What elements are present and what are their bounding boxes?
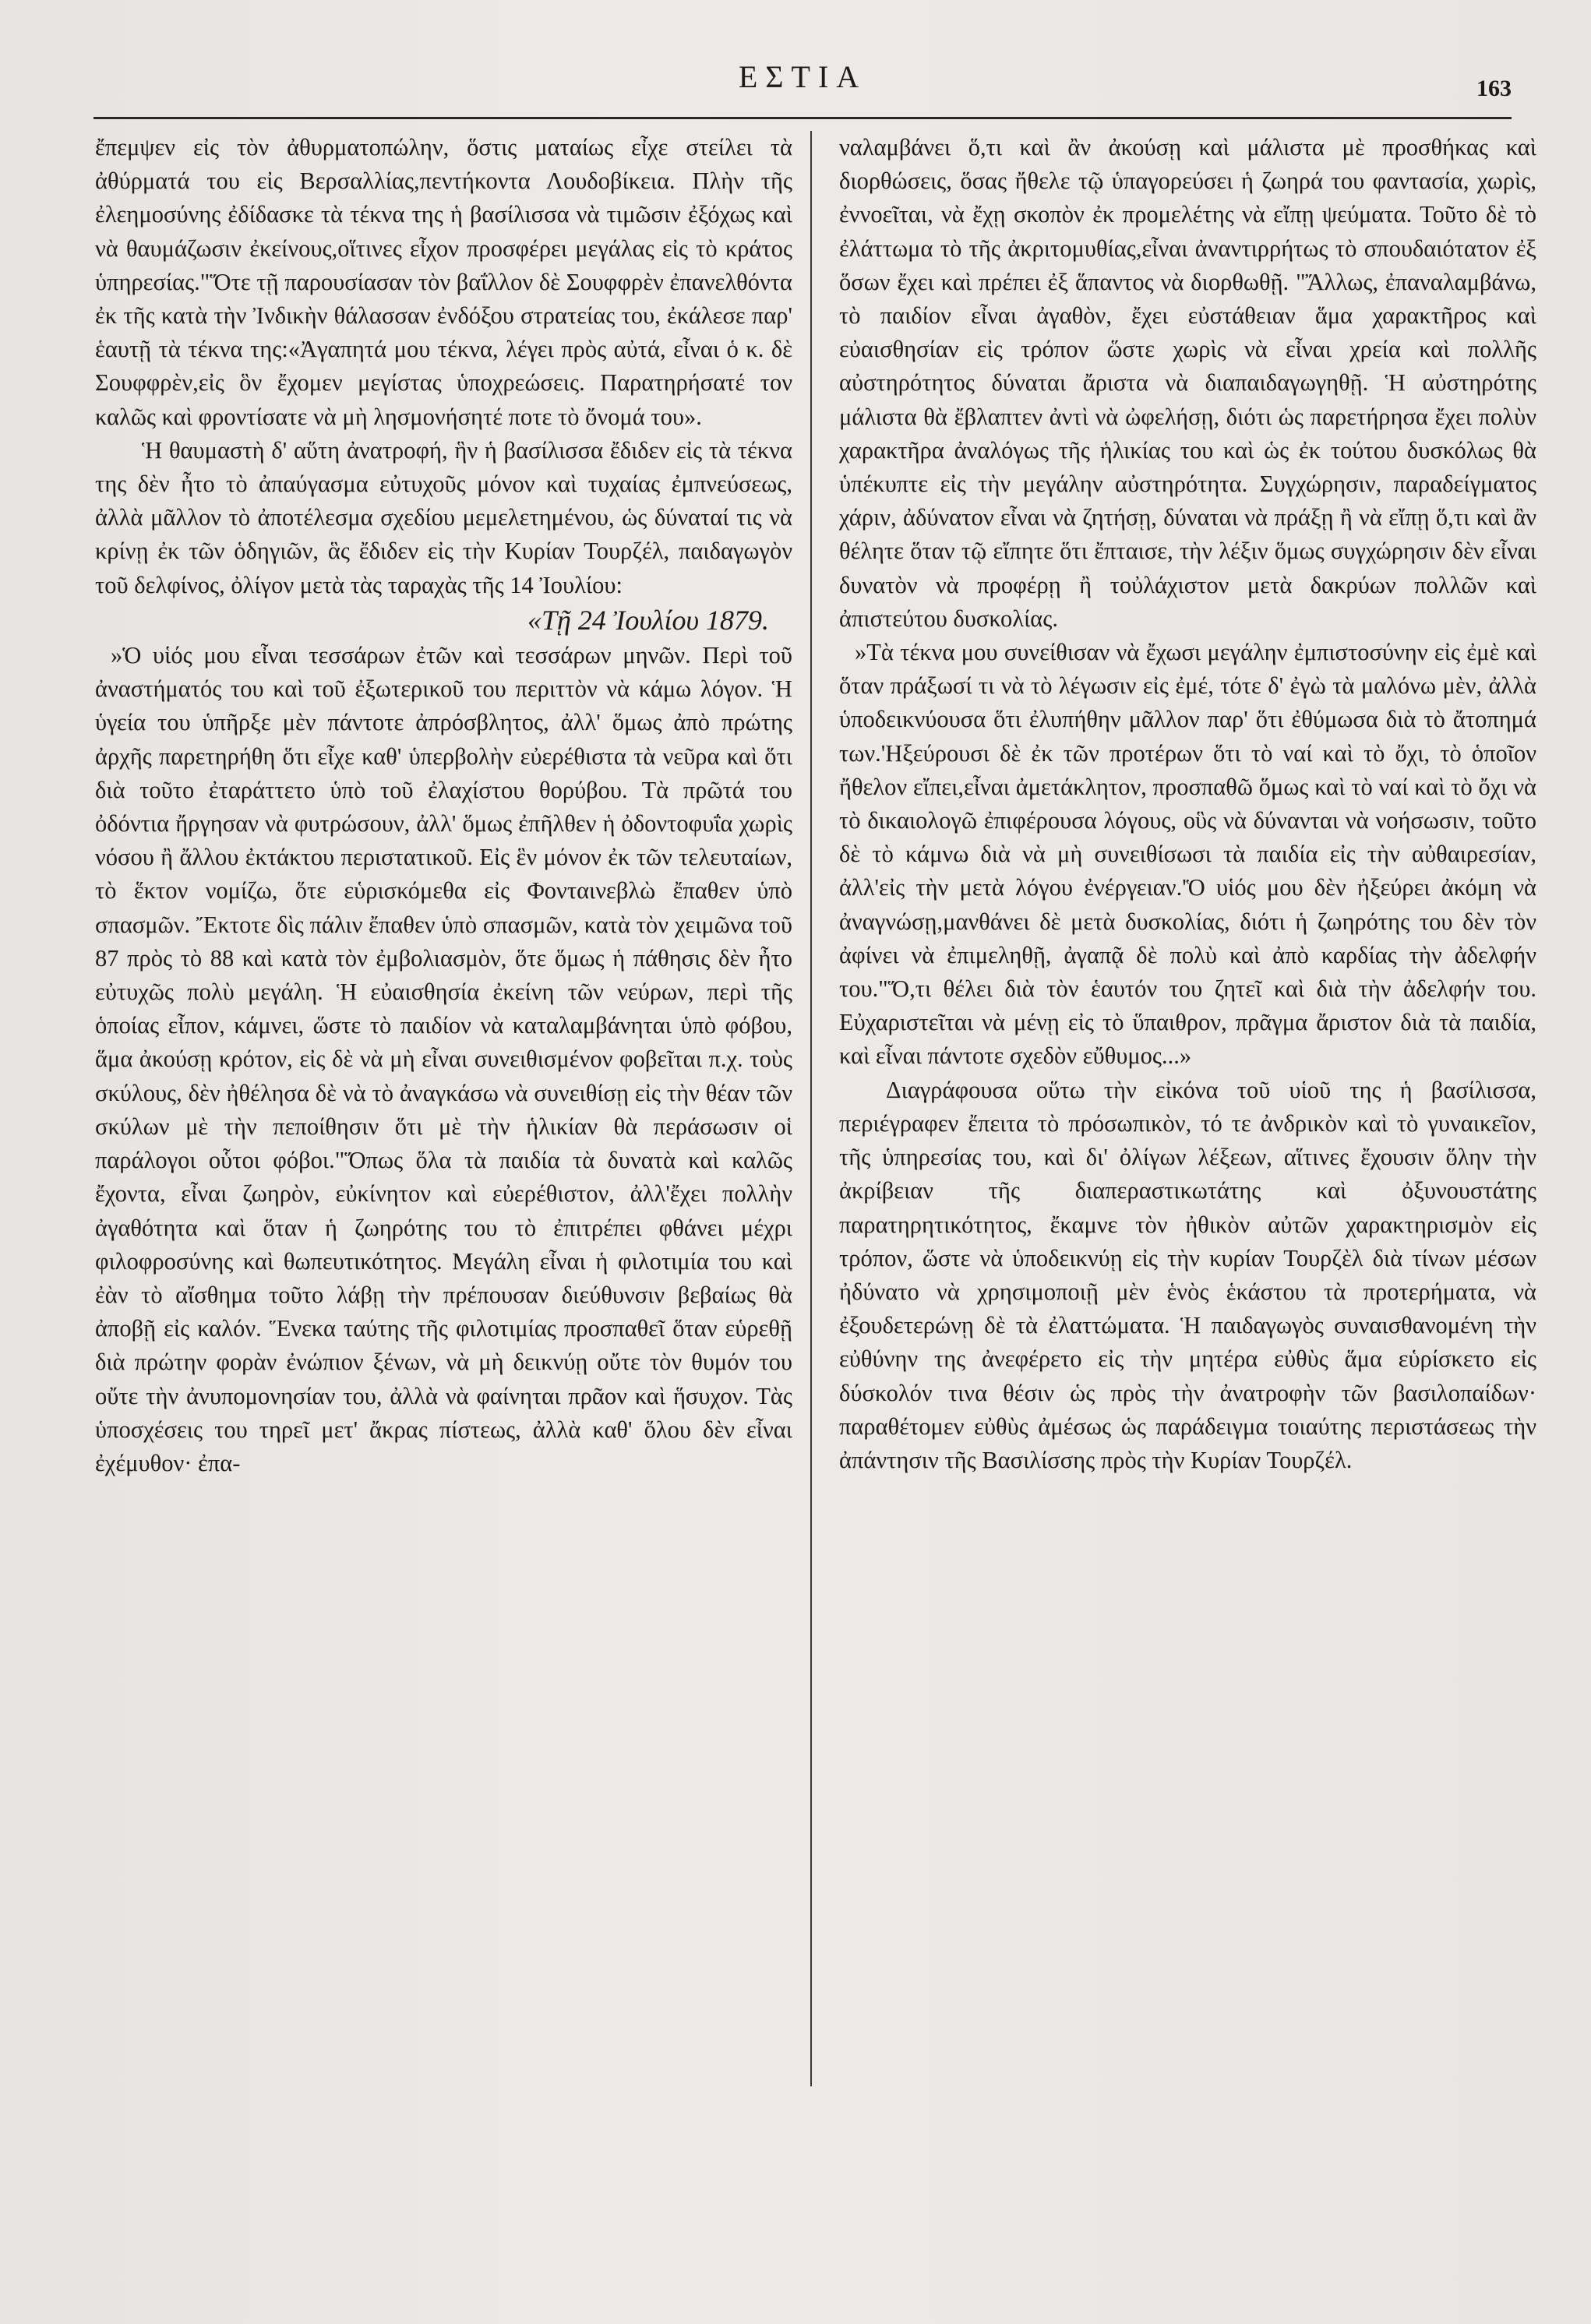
paragraph: Διαγράφουσα οὕτω τὴν εἰκόνα τοῦ υἱοῦ της ἡ βασίλισσα, περιέγραφεν ἔπειτα τὸ πρόσωπικὸν, τό τε ἀνδρικὸν καὶ τὸ γυναικεῖον, τῆς ὑπηρεσίας του, καὶ δι' ὀλίγων λέξεων, αἵτινες ἔχουσιν ὅλην τὴν ἀκρίβειαν τῆς διαπεραστικωτάτης καὶ ὀξυνουστάτης παρατηρητικότητος, ἔκαμνε τὸν ἠθικὸν αὐτῶν χαρακτηρισμὸν εἰς τρόπον, ὥστε νὰ ὑποδεικνύῃ εἰς τὴν κυρίαν Τουρζὲλ διὰ τίνων μέσων ἠδύνατο νὰ χρησιμοποιῇ μὲν ἑνὸς ἑκάστου τὰ προτερήματα, νὰ ἐξουδετερώνῃ δὲ τὰ ἐλαττώματα. Ἡ παιδαγωγὸς συναισθανομένη τὴν εὐθύνην της ἀνεφέρετο εἰς τὴν μητέρα εὐθὺς ἅμα εὑρίσκετο εἰς δύσκολόν τινα θέσιν ὡς πρὸς τὴν ἀνατροφὴν τῶν βασιλοπαίδων· παραθέτομεν εὐθὺς ἀμέσως ὡς παράδειγμα τοιαύτης περιστάσεως τὴν ἀπάντησιν τῆς Βασιλίσσης πρὸς τὴν Κυρίαν Τουρζέλ. [839, 1076, 1536, 1473]
header-rule [93, 117, 1512, 119]
running-title: ΕΣΤΙΑ [738, 59, 867, 94]
paragraph: Ἡ θαυμαστὴ δ' αὕτη ἀνατροφή, ἣν ἡ βασίλισσα ἔδιδεν εἰς τὰ τέκνα της δὲν ἦτο τὸ ἀπαύγασμα εὐτυχοῦς μόνον καὶ τυχαίας ἐμπνεύσεως, ἀλλὰ μᾶλλον τὸ ἀποτέλεσμα σχεδίου μεμελετημένου, ὡς δύναταί τις νὰ κρίνῃ ἐκ τῶν ὁδηγιῶν, ἃς ἔδιδεν εἰς τὴν Κυρίαν Τουρζέλ, παιδαγωγὸν τοῦ δελφίνος, ὀλίγον μετὰ τὰς ταραχὰς τῆς 14 Ἰουλίου: [95, 436, 792, 598]
letter-date: «Τῇ 24 Ἰουλίου 1879. [527, 604, 769, 636]
paragraph: ἔπεμψεν εἰς τὸν ἀθυρματοπώλην, ὅστις ματαίως εἶχε στείλει τὰ ἀθύρματά του εἰς Βερσαλλίας,πεντήκοντα Λουδοβίκεια. Πλὴν τῆς ἐλεημοσύνης ἐδίδασκε τὰ τέκνα της ἡ βασίλισσα νὰ τιμῶσιν ἐξόχως καὶ νὰ θαυμάζωσιν ἐκείνους,οἵτινες εἶχον προσφέρει μεγάλας εἰς τὸ κράτος ὑπηρεσίας."Ὅτε τῇ παρουσίασαν τὸν βαΐλλον δὲ Σουφφρὲν ἐπανελθόντα ἐκ τῆς κατὰ τὴν Ἰνδικὴν θάλασσαν ἐνδόξου στρατείας του, ἐκάλεσε παρ' ἑαυτῇ τὰ τέκνα της:«Ἀγαπητά μου τέκνα, λέγει πρὸς αὐτά, εἶναι ὁ κ. δὲ Σουφφρὲν,εἰς ὃν ἔχομεν μεγίστας ὑποχρεώσεις. Παρατηρήσατέ τον καλῶς καὶ φροντίσατε νὰ μὴ λησμονήσητέ ποτε τὸ ὄνομά του». [95, 134, 792, 430]
paragraph: ναλαμβάνει ὅ,τι καὶ ἂν ἀκούσῃ καὶ μάλιστα μὲ προσθήκας καὶ διορθώσεις, ὅσας ἤθελε τῷ ὑπαγορεύσει ἡ ζωηρά του φαντασία, χωρὶς, ἐννοεῖται, νὰ ἔχῃ σκοπὸν ἐκ προμελέτης νὰ εἴπῃ ψεύματα. Τοῦτο δὲ τὸ ἐλάττωμα τὸ τῆς ἀκριτομυθίας,εἶναι ἀναντιρρήτως τὸ σπουδαιότατον ἐξ ὅσων ἔχει καὶ πρέπει ἐξ ἅπαντος νὰ διορθωθῇ. "Ἄλλως, ἐπαναλαμβάνω, τὸ παιδίον εἶναι ἀγαθὸν, ἔχει εὐστάθειαν ἅμα χαρακτῆρος καὶ εὐαισθησίαν εἰς τρόπον ὥστε χωρὶς νὰ εἶναι χρεία καὶ πολλῆς αὐστηρότητος δύναται ἄριστα νὰ διαπαιδαγωγηθῇ. Ἡ αὐστηρότης μάλιστα θὰ ἔβλαπτεν ἀντὶ νὰ ὠφελήσῃ, διότι ὡς παρετήρησα ἔχει πολὺν χαρακτῆρα ἀναλόγως τῆς ἡλικίας του καὶ ὡς ἐκ τούτου δυσκόλως θὰ ὑπέκυπτε εἰς τὴν μεγάλην αὐστηρότητα. Συγχώρησιν, παραδείγματος χάριν, ἀδύνατον εἶναι νὰ ζητήσῃ, δύναται νὰ πράξῃ ἢ νὰ εἴπῃ ὅ,τι καὶ ἂν θέλητε ὅταν τῷ εἴπητε ὅτι ἔπταισε, τὴν λέξιν ὅμως συγχώρησιν δὲν εἶναι δυνατὸν νὰ προφέρῃ ἢ τοὐλάχιστον μετὰ δακρύων πολλῶν καὶ ἀπιστεύτου δυσκολίας. [839, 134, 1536, 632]
page-number: 163 [1476, 76, 1512, 101]
page-header [93, 58, 1512, 105]
paragraph: »Τὰ τέκνα μου συνείθισαν νὰ ἔχωσι μεγάλην ἐμπιστοσύνην εἰς ἐμὲ καὶ ὅταν πράξωσί τι νὰ τὸ λέγωσιν εἰς ἐμέ, τότε δ' ἐγὼ τὰ μαλόνω μὲν, ἀλλὰ ὑποδεικνύουσα ὅτι ἐλυπήθην μᾶλλον παρ' ὅτι ἐθύμωσα διὰ τὸ ἄτοπημά των.'Ηξεύρουσι δὲ ἐκ τῶν προτέρων ὅτι τὸ ναί καὶ τὸ ὄχι, τὸ ὁποῖον ἤθελον εἴπει,εἶναι ἀμετάκλητον, προσπαθῶ ὅμως καὶ τὸ ναί καὶ τὸ ὄχι νὰ τὸ δικαιολογῶ ἐπιφέρουσα λόγους, οὓς νὰ δύνανται νὰ νοήσωσιν, τοῦτο δὲ τὸ κάμνω διὰ νὰ μὴ συνειθίσωσι τὰ παιδία εἰς τὴν αὐθαιρεσίαν, ἀλλ'εἰς τὴν μετὰ λόγου ἐνέργειαν.'Ὁ υἱός μου δὲν ἠξεύρει ἀκόμη νὰ ἀναγνώσῃ,μανθάνει δὲ μετὰ δυσκολίας, διότι ἡ ζωηρότης του δὲν τὸν ἀφίνει νὰ ἐπιμεληθῇ, ἀγαπᾷ δὲ πολὺ καὶ ἀπὸ καρδίας τὴν ἀδελφήν του."Ὅ,τι θέλει διὰ τὸν ἑαυτόν του ζητεῖ καὶ διὰ τὴν ἀδελφήν του. Εὐχαριστεῖται νὰ μένῃ εἰς τὸ ὕπαιθρον, πρᾶγμα ἄριστον διὰ τὰ παιδία, καὶ εἶναι πάντοτε σχεδὸν εὔθυμος...» [839, 639, 1536, 1070]
left-column [95, 131, 792, 1480]
paragraph: »Ὁ υἱός μου εἶναι τεσσάρων ἐτῶν καὶ τεσσάρων μηνῶν. Περὶ τοῦ ἀναστήματός του καὶ τοῦ ἐξωτερικοῦ του περιττὸν νὰ κάμω λόγον. Ἡ ὑγεία του ὑπῆρξε μὲν πάντοτε ἀπρόσβλητος, ἀλλ' ὅμως ἀπὸ πρώτης ἀρχῆς παρετηρήθη ὅτι εἶχε καθ' ὑπερβολὴν εὐερέθιστα τὰ νεῦρα καὶ ὅτι διὰ τοῦτο ἐταράττετο ὑπὸ τοῦ ἐλαχίστου θορύβου. Τὰ πρῶτά του ὀδόντια ἤργησαν νὰ φυτρώσουν, ἀλλ' ὅμως ἐπῆλθεν ἡ ὀδοντοφυΐα χωρὶς νόσου ἢ ἄλλου ἐκτάκτου περιστατικοῦ. Εἰς ἓν μόνον ἐκ τῶν τελευταίων, τὸ ἕκτον νομίζω, ὅτε εὑρισκόμεθα εἰς Φονταινεβλὼ ἔπαθεν ὑπὸ σπασμῶν. Ἔκτοτε δὶς πάλιν ἔπαθεν ὑπὸ σπασμῶν, κατὰ τὸν χειμῶνα τοῦ 87 πρὸς τὸ 88 καὶ κατὰ τὸν ἐμβολιασμὸν, ὅτε ὅμως ἡ πάθησις δὲν ἦτο εὐτυχῶς πολὺ μεγάλη. Ἡ εὐαισθησία ἐκείνη τῶν νεύρων, περὶ τῆς ὁποίας εἶπον, κάμνει, ὥστε τὸ παιδίον νὰ καταλαμβάνηται ὑπὸ φόβου, ἅμα ἀκούσῃ κρότον, εἰς δὲ νὰ μὴ εἶναι συνειθισμένον φοβεῖται π.χ. τοὺς σκύλους, δὲν ἠθέλησα δὲ νὰ τὸ ἀναγκάσω νὰ συνειθίσῃ εἰς τὴν θέαν τῶν σκύλων μὲ τὴν πεποίθησιν ὅτι μὲ τὴν ἡλικίαν θὰ περάσωσιν οἱ παράλογοι οὗτοι φόβοι."Ὅπως ὅλα τὰ παιδία τὰ δυνατὰ καὶ καλῶς ἔχοντα, εἶναι ζωηρὸν, εὐκίνητον καὶ εὐερέθιστον, ἀλλ'ἔχει πολλὴν ἀγαθότητα καὶ ὅταν ἡ ζωηρότης του τὸ ἐπιτρέπει φθάνει μέχρι φιλοφροσύνης καὶ θωπευτικότητος. Μεγάλη εἶναι ἡ φιλοτιμία του καὶ ἐὰν τὸ αἴσθημα τοῦτο λάβῃ τὴν πρέπουσαν διεύθυνσιν βεβαίως θὰ ἀποβῇ εἰς καλόν. Ἕνεκα ταύτης τῆς φιλοτιμίας προσπαθεῖ ὅταν εὑρεθῇ διὰ πρώτην φορὰν ἐνώπιον ξένων, νὰ μὴ δεικνύῃ οὔτε τὸν θυμόν του οὔτε τὴν ἀνυπομονησίαν του, ἀλλὰ νὰ φαίνηται πρᾶον καὶ ἥσυχον. Τὰς ὑποσχέσεις του τηρεῖ μετ' ἄκρας πίστεως, ἀλλὰ καθ' ὅλου δὲν εἶναι ἐχέμυθον· ἐπα- [95, 642, 792, 1476]
column-divider [810, 131, 812, 2086]
right-column [839, 131, 1536, 1477]
